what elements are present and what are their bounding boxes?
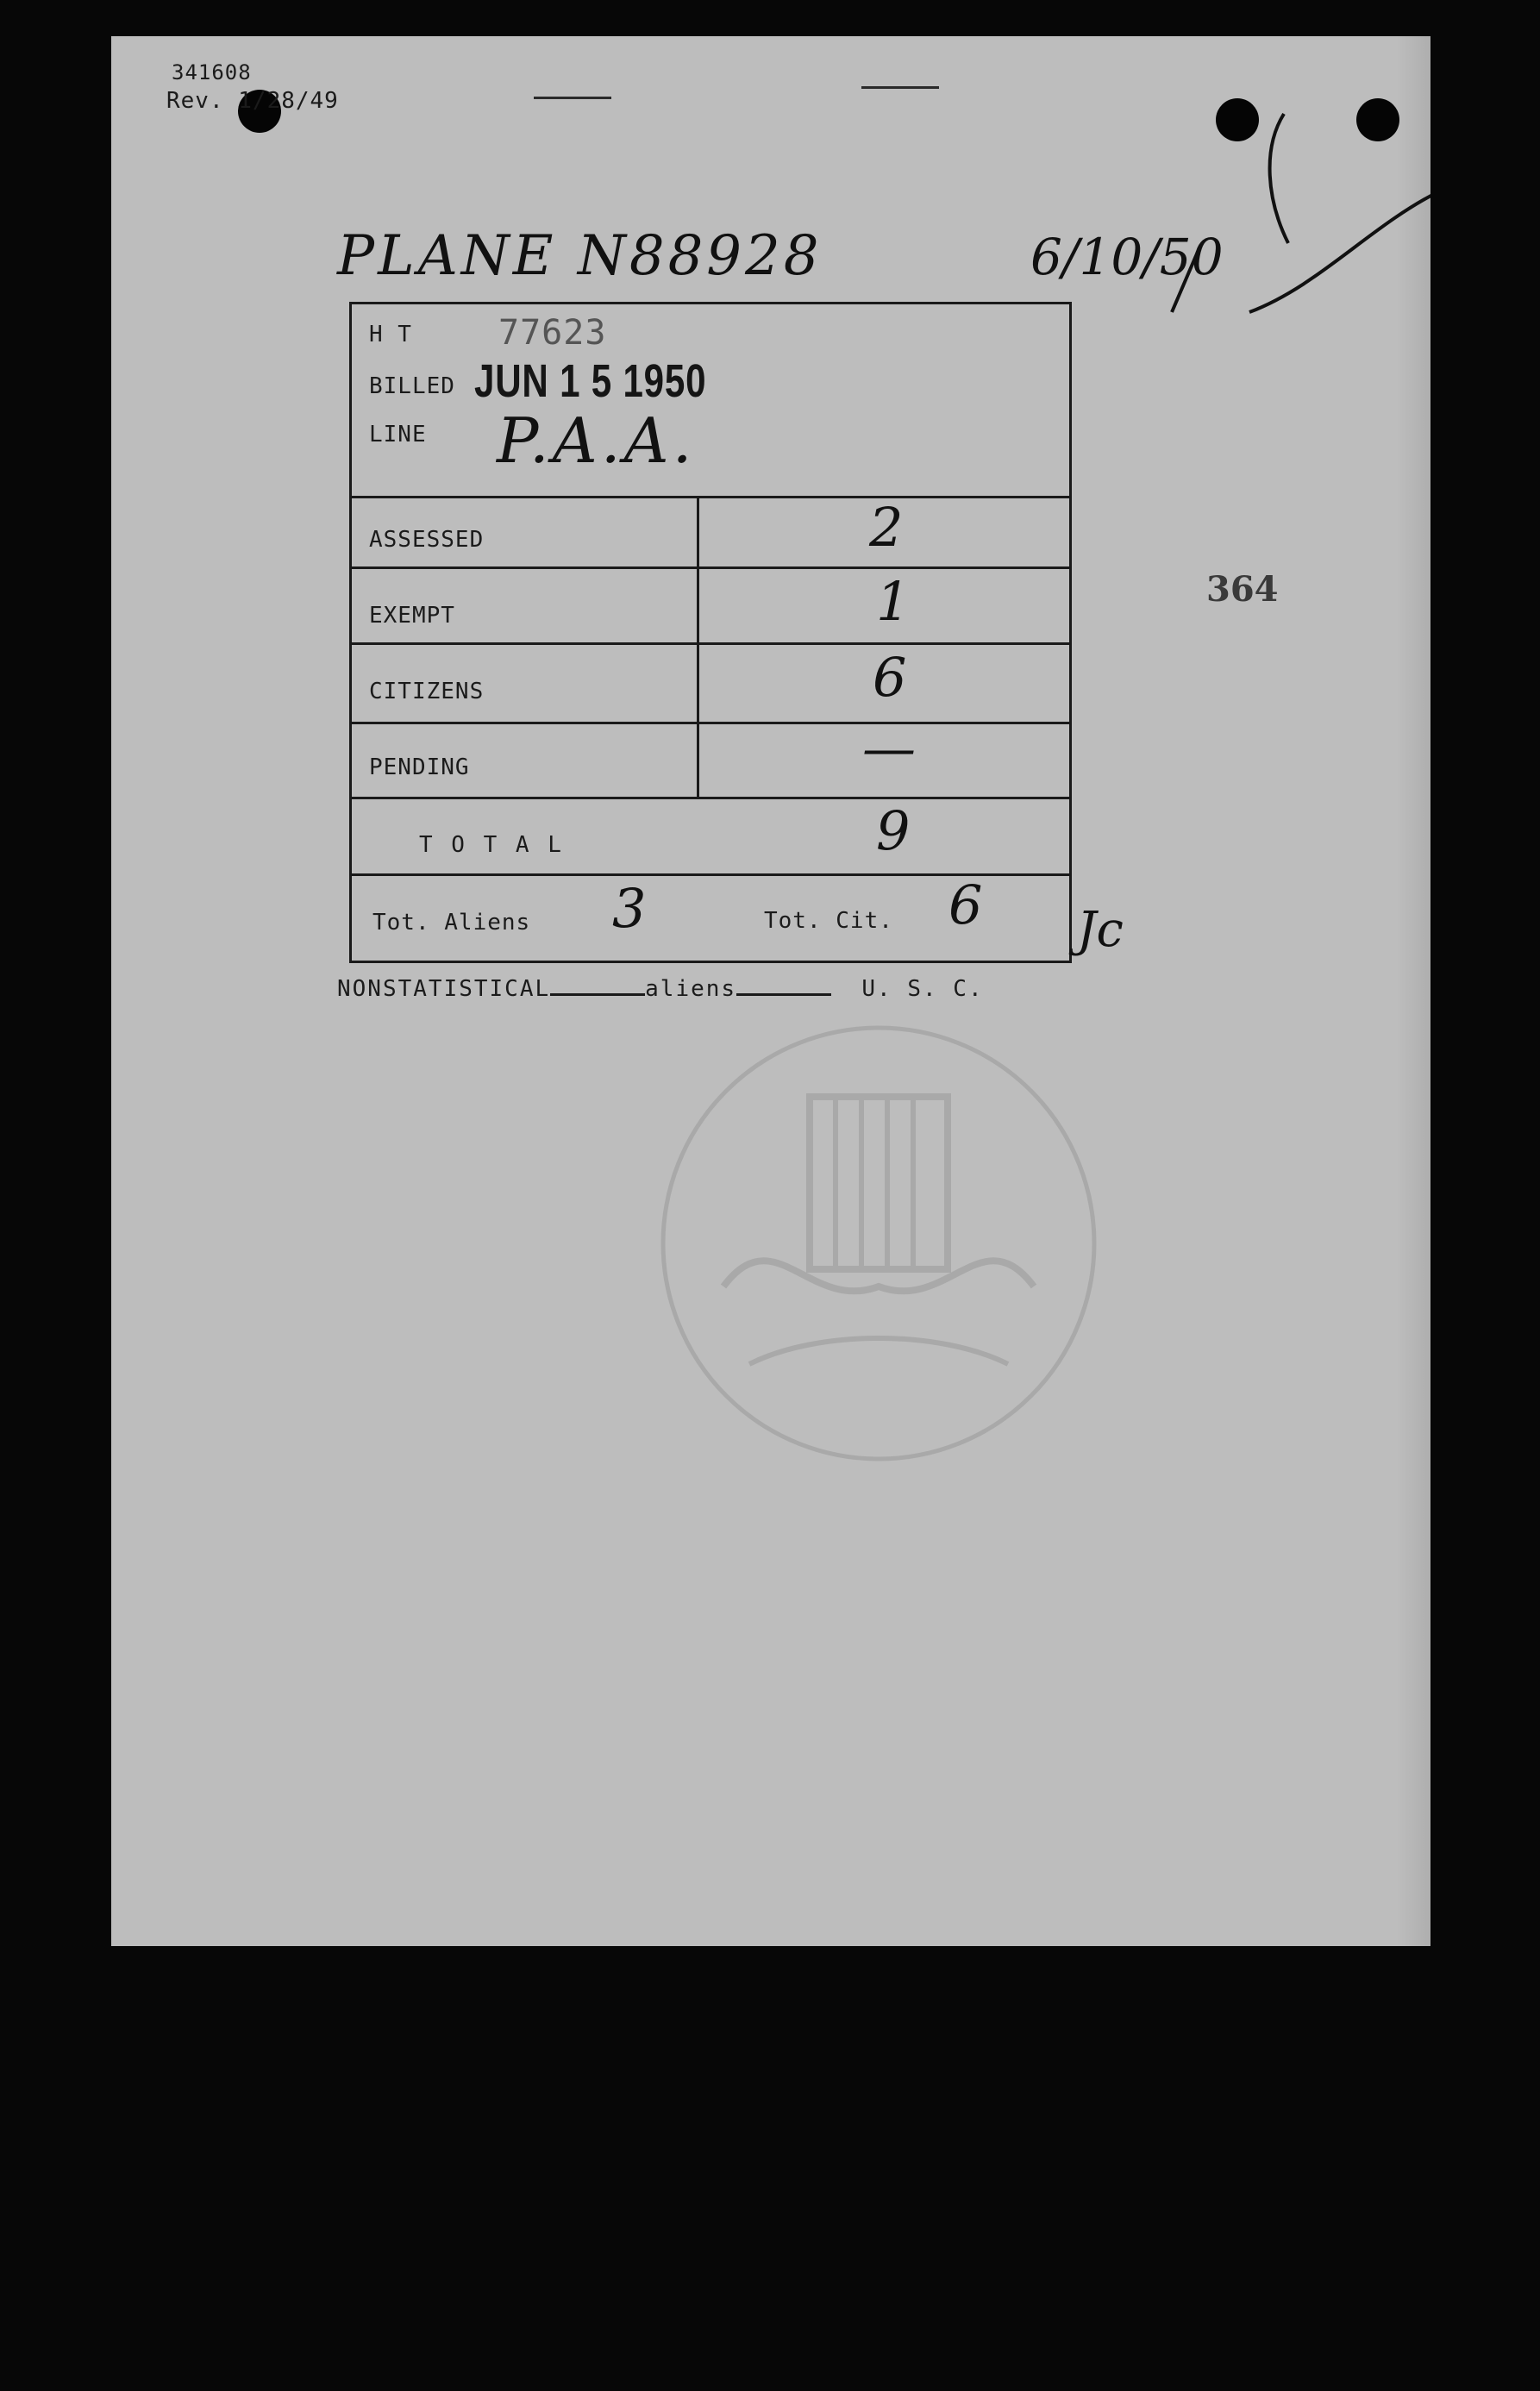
aliens-label: aliens — [645, 976, 737, 1002]
handwritten-date: 6/10/50 — [1030, 228, 1224, 286]
tot-cit-label: Tot. Cit. — [764, 908, 893, 934]
faint-rule — [861, 86, 939, 89]
document-page — [111, 36, 1430, 1946]
table-rule — [352, 722, 1069, 724]
line-value: P.A.A. — [497, 404, 696, 477]
nonstat-blank — [550, 993, 645, 996]
table-rule — [352, 496, 1069, 498]
pen-stroke — [1086, 97, 1430, 321]
nonstatistical-line — [337, 976, 984, 1002]
ht-value: 77623 — [498, 313, 607, 353]
seal-watermark — [620, 1002, 1137, 1485]
table-rule — [352, 566, 1069, 569]
page-edge-shadow — [1396, 36, 1430, 1946]
pending-value: — — [862, 717, 916, 779]
billed-date-stamp: JUN 1 5 1950 — [474, 355, 707, 407]
total-value: 9 — [876, 799, 911, 862]
aliens-blank — [736, 993, 831, 996]
exempt-label: EXEMPT — [369, 603, 455, 629]
total-label: T O T A L — [419, 832, 564, 858]
citizens-value: 6 — [873, 646, 907, 709]
margin-page-number: 364 — [1206, 569, 1279, 610]
ht-label: H T — [369, 322, 412, 347]
form-number: 341608 — [172, 60, 252, 84]
table-rule — [352, 797, 1069, 799]
handwritten-initials: Jc — [1077, 902, 1124, 958]
plane-number: PLANE N88928 — [337, 224, 823, 288]
assessed-value: 2 — [869, 496, 904, 559]
tot-aliens-label: Tot. Aliens — [372, 910, 531, 936]
tot-aliens-value: 3 — [612, 877, 647, 940]
column-divider — [697, 496, 699, 799]
usc-label: U. S. C. — [861, 976, 984, 1002]
tot-cit-value: 6 — [948, 873, 983, 936]
citizens-label: CITIZENS — [369, 679, 485, 704]
line-label: LINE — [369, 422, 427, 448]
faint-rule — [534, 97, 611, 99]
billed-label: BILLED — [369, 373, 455, 399]
exempt-value: 1 — [876, 570, 911, 633]
table-rule — [352, 642, 1069, 645]
form-revision: Rev. 1/28/49 — [166, 88, 339, 114]
assessed-label: ASSESSED — [369, 527, 485, 553]
pending-label: PENDING — [369, 754, 470, 780]
nonstat-label: NONSTATISTICAL — [337, 976, 551, 1002]
manifest-form-table — [349, 302, 1072, 963]
